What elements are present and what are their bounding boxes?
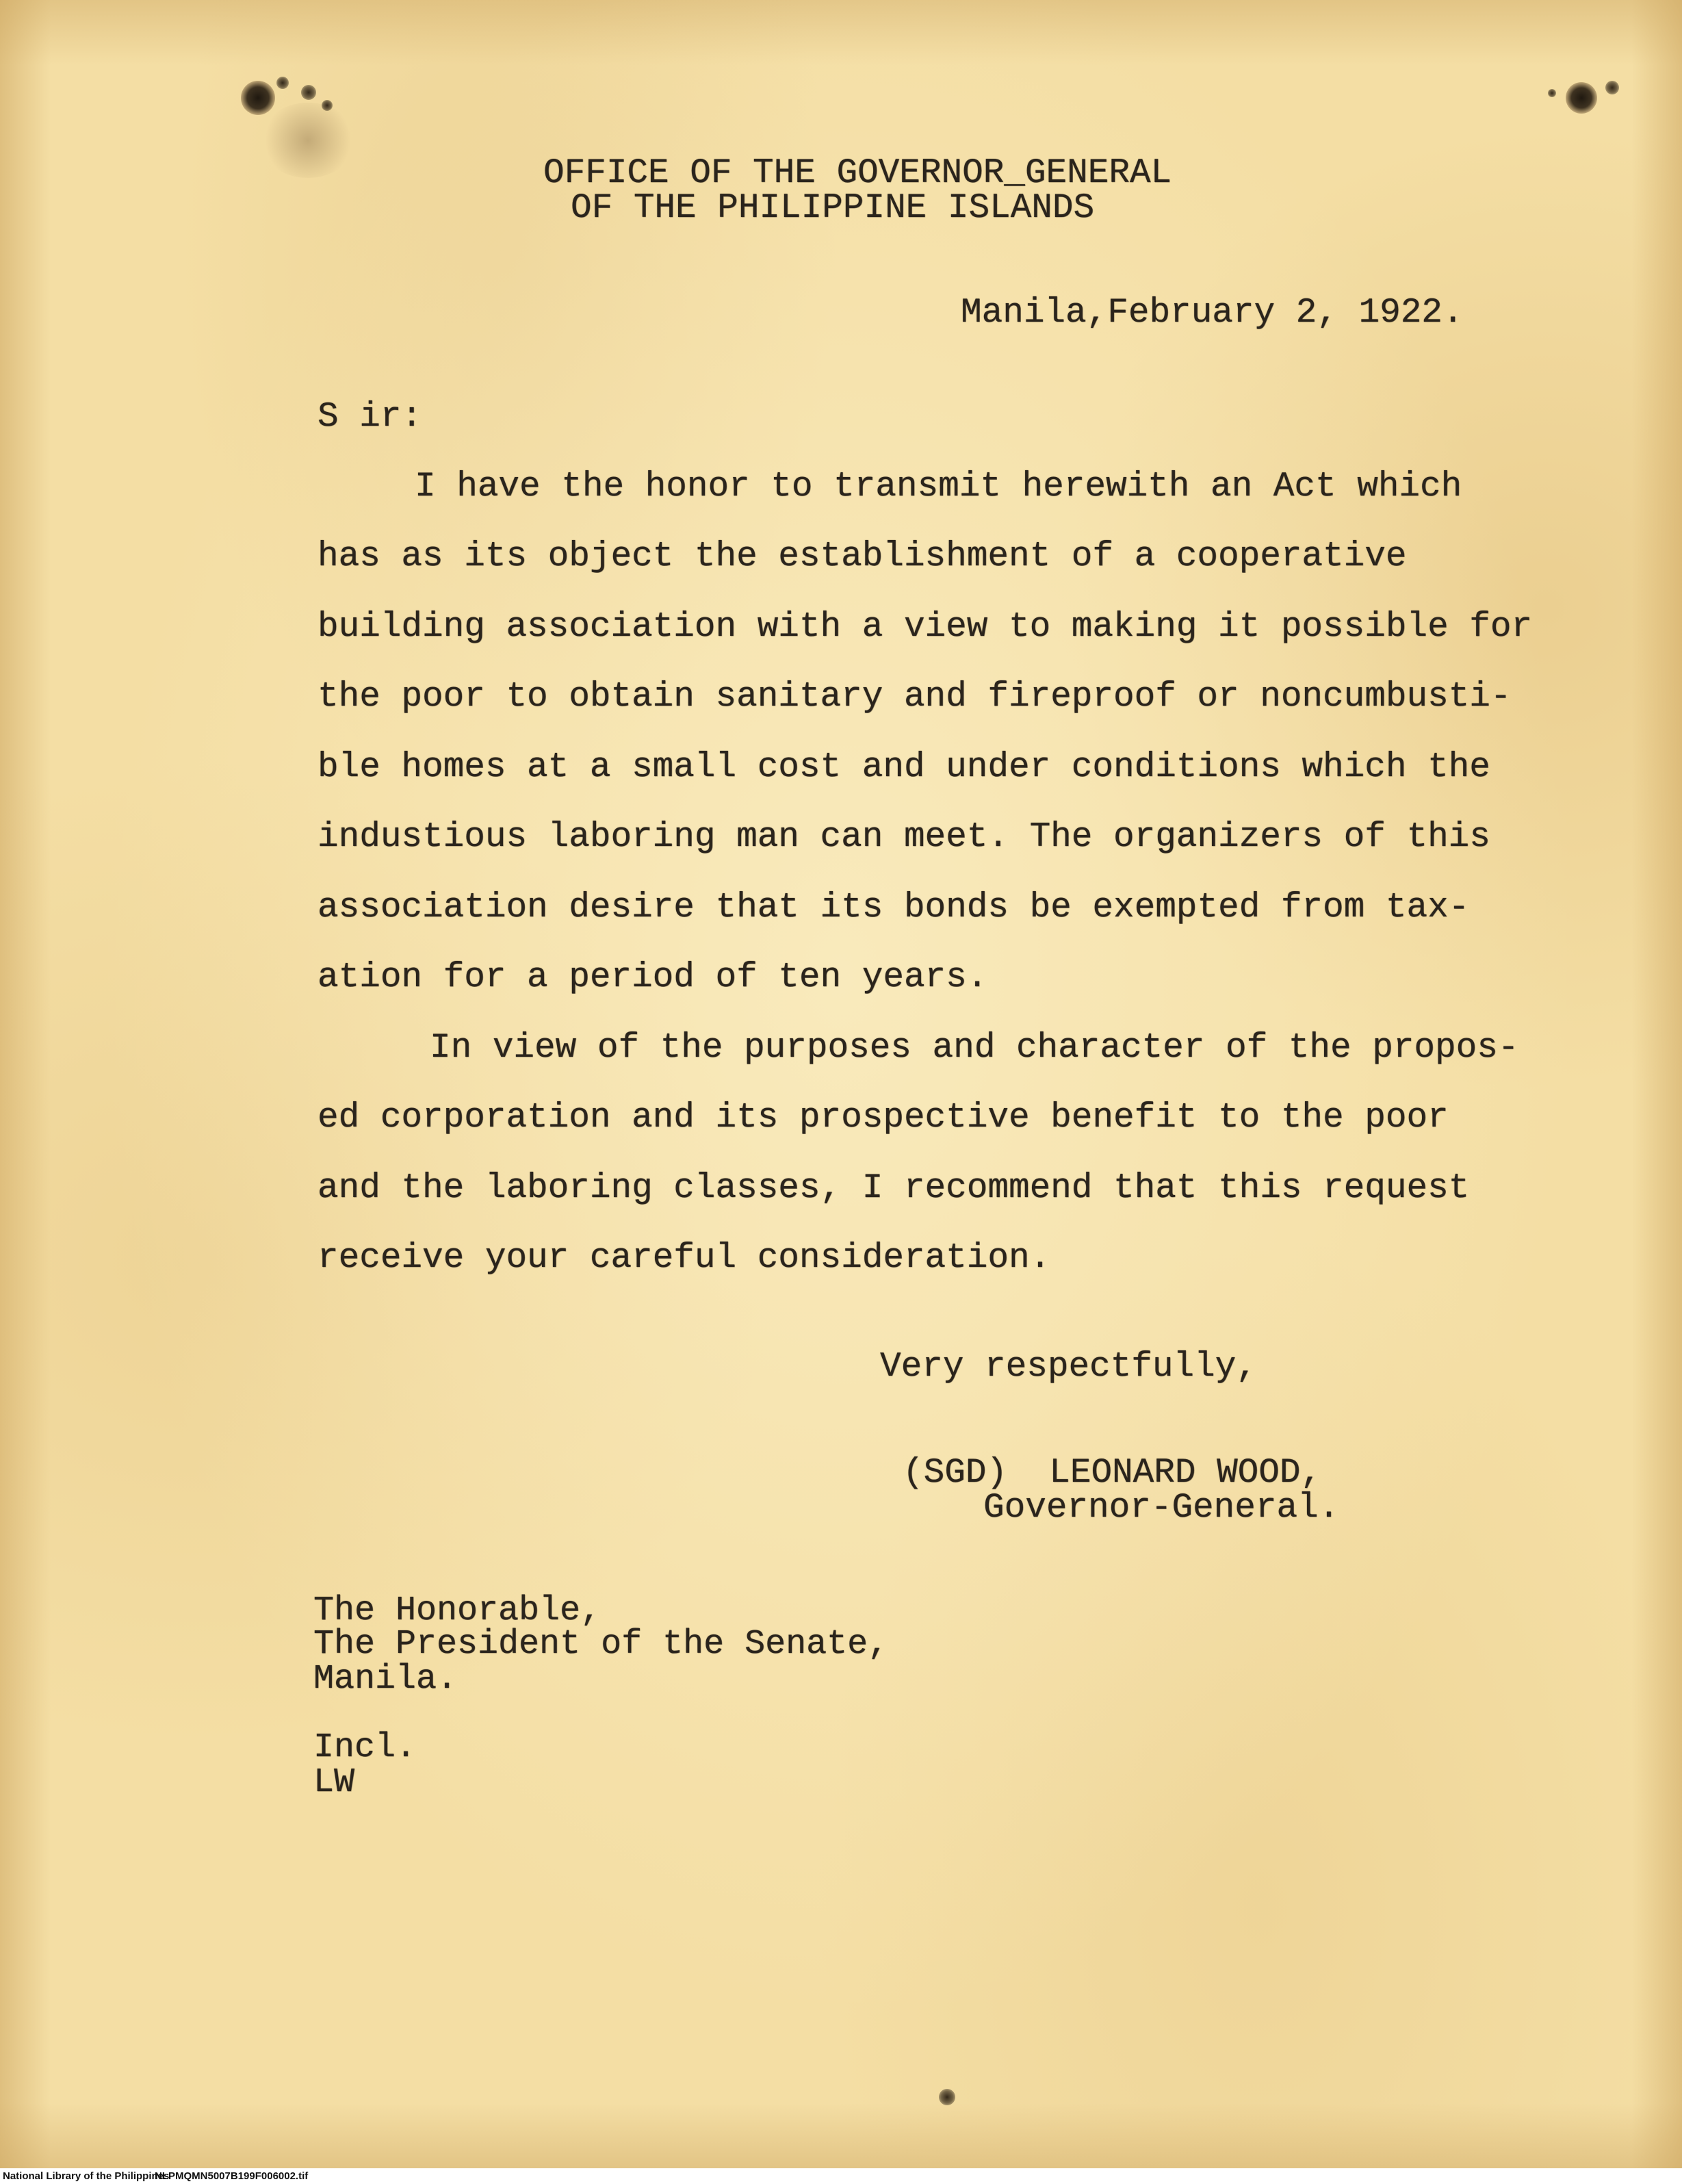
ink-stain-top-right <box>1566 82 1597 114</box>
body-line: ed corporation and its prospective benefit to the poor <box>318 1099 1449 1138</box>
body-line: association desire that its bonds be exempted from tax- <box>318 888 1470 927</box>
salutation: S ir: <box>318 398 423 437</box>
body-line: ation for a period of ten years. <box>318 958 988 997</box>
ink-dot <box>301 85 316 100</box>
ink-dot-bottom <box>939 2089 955 2105</box>
scan-footer <box>0 2168 1682 2184</box>
ink-smudge <box>260 103 356 178</box>
body-line: the poor to obtain sanitary and fireproof or noncumbusti- <box>318 678 1512 717</box>
letterhead-line-2: OF THE PHILIPPINE ISLANDS <box>571 189 1095 228</box>
ink-dot <box>276 77 289 89</box>
closing: Very respectfully, <box>880 1348 1257 1387</box>
body-line: has as its object the establishment of a cooperative <box>318 537 1407 576</box>
body-line: building association with a view to making it possible for <box>318 608 1533 647</box>
ink-dot <box>1548 89 1556 97</box>
footer-filename: NLPMQMN5007B199F006002.tif <box>155 2170 309 2182</box>
enclosure-line: Incl. <box>313 1728 417 1767</box>
initials-line: LW <box>313 1763 355 1802</box>
body-line: and the laboring classes, I recommend that this request <box>318 1169 1470 1208</box>
ink-stain-top-left <box>241 81 275 115</box>
letterhead-line-1: OFFICE OF THE GOVERNOR_GENERAL <box>543 154 1172 193</box>
body-line: I have the honor to transmit herewith an Act which <box>415 467 1462 506</box>
addressee-line: The Honorable, <box>313 1591 601 1630</box>
signature-title: Governor-General. <box>983 1489 1340 1528</box>
addressee-line: The President of the Senate, <box>313 1625 889 1664</box>
body-line: industious laboring man can meet. The organizers of this <box>318 818 1490 857</box>
body-line: In view of the purposes and character of the propos- <box>430 1029 1519 1068</box>
ink-dot <box>1605 81 1619 94</box>
signature-name: (SGD) LEONARD WOOD, <box>903 1454 1322 1493</box>
footer-institution: National Library of the Philippines <box>3 2170 170 2182</box>
letter-date: Manila,February 2, 1922. <box>961 294 1464 333</box>
addressee-line: Manila. <box>313 1660 458 1699</box>
body-line: ble homes at a small cost and under conditions which the <box>318 748 1490 787</box>
body-line: receive your careful consideration. <box>318 1239 1051 1278</box>
